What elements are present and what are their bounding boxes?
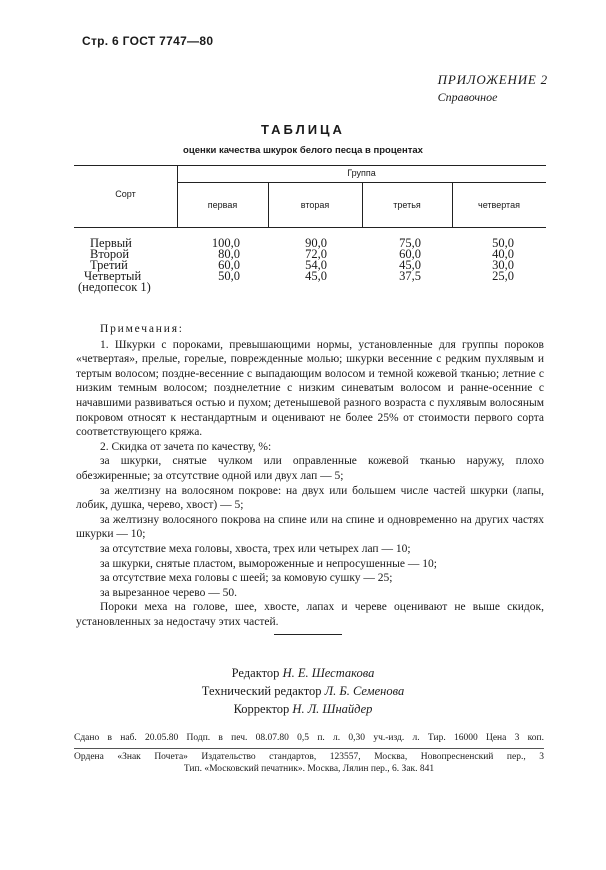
table-cell: 60,0 <box>218 258 240 272</box>
table-cell: 40,0 <box>492 247 514 261</box>
table-cell: 50,0 <box>218 269 240 283</box>
table-top-rule <box>74 165 546 166</box>
table-cell: 37,5 <box>399 269 421 283</box>
editor-name: Н. Е. Шестакова <box>282 666 375 680</box>
table-cell: 45,0 <box>399 258 421 272</box>
page-header: Стр. 6 ГОСТ 7747—80 <box>82 34 214 48</box>
tech-editor-line <box>0 682 606 700</box>
note-paragraph: 2. Скидка от зачета по качеству, %: <box>100 440 272 453</box>
note-paragraph: за вырезанное черево — 50. <box>100 586 237 599</box>
table-cell: 54,0 <box>305 258 327 272</box>
column-group-3 <box>384 238 421 282</box>
table-cell: 90,0 <box>305 236 327 250</box>
header-group-3: третья <box>393 200 421 210</box>
imprint-rule <box>74 748 544 749</box>
column-group-1 <box>198 238 240 282</box>
sort-column <box>78 238 178 293</box>
notes-heading: Примечания: <box>100 323 184 335</box>
table-cell: 72,0 <box>305 247 327 261</box>
header-group-4: четвертая <box>478 200 520 210</box>
table-cell: (недопесок 1) <box>78 280 151 294</box>
notes-section <box>76 322 544 629</box>
editor-label: Редактор <box>231 666 280 680</box>
note-paragraph: за желтизну на волосяном покрове: на двух или большем числе частей шкурки (лапы, лобик, душка, черево, хвост) — 5; <box>76 484 544 512</box>
table-cell: 100,0 <box>211 236 240 250</box>
table-cell: 30,0 <box>492 258 514 272</box>
table-cell: 50,0 <box>492 236 514 250</box>
table-cell: 75,0 <box>399 236 421 250</box>
editors-block <box>0 664 606 718</box>
column-group-4 <box>477 238 514 282</box>
note-paragraph: за шкурки, снятые чулком или оправленные кожевой тканью наружу, плохо обезжиренные; за отсутствие одной или двух лап — 5; <box>76 455 544 482</box>
imprint-line-1: Сдано в наб. 20.05.80 Подп. в печ. 08.07.80 0,5 п. л. 0,30 уч.-изд. л. Тир. 16000 Цена 3 коп. <box>74 733 544 743</box>
corrector-name: Н. Л. Шнайдер <box>292 702 373 716</box>
note-paragraph: Пороки меха на голове, шее, хвосте, лапах и череве оценивают не выше скидок, установленных за недостачу этих частей. <box>76 601 544 628</box>
header-group-2: вторая <box>300 200 330 210</box>
header-group-1: первая <box>207 200 238 210</box>
appendix-title: ПРИЛОЖЕНИЕ 2 <box>437 72 548 87</box>
table-cell: 80,0 <box>218 247 240 261</box>
imprint-publisher <box>74 752 544 775</box>
note-paragraph: за желтизну волосяного покрова на спине или на спине и одновременно на других частях шкурки — 10; <box>76 513 544 541</box>
column-group-2 <box>290 238 327 282</box>
note-paragraph: за отсутствие меха головы с шеей; за комовую сушку — 25; <box>100 572 393 585</box>
table-cell: 45,0 <box>305 269 327 283</box>
appendix-subtitle: Справочное <box>437 90 498 104</box>
table-cell: Третий <box>90 258 128 272</box>
table-cell: 25,0 <box>492 269 514 283</box>
header-sort: Сорт <box>115 189 136 199</box>
separator-rule <box>274 634 342 635</box>
note-paragraph: 1. Шкурки с пороками, превышающими нормы, установленные для группы пороков «четвертая», прелые, горелые, поврежденные молью; шкурки весенние с редким пухлявым и тертым волосом; поздне-весенние с выпадающим волосом и темной кожевой тканью; летние с низким темным волосом; позднелетние с низким синеватым волосом и ранне-осенние с начавшими развиваться остью и пухом; детенышевой разного возраста с пухлявым волосяным покровом относят к нестандартным и оценивают не более 25% от стоимости первого сорта соответствующего кряжа. <box>76 338 544 439</box>
corrector-line <box>0 700 606 718</box>
appendix-label <box>438 72 548 105</box>
table-cell: Второй <box>90 247 130 261</box>
table-cell: Первый <box>90 236 132 250</box>
tech-editor-name: Л. Б. Семенова <box>324 684 405 698</box>
corrector-label: Корректор <box>233 702 290 716</box>
table-title: ТАБЛИЦА <box>261 122 345 137</box>
imprint-line-3: Тип. «Московский печатник». Москва, Лялин пер., 6. Зак. 841 <box>183 763 435 774</box>
note-paragraph: за отсутствие меха головы, хвоста, трех или четырех лап — 10; <box>100 542 411 555</box>
editor-line <box>0 664 606 682</box>
table-cell: Четвертый <box>84 269 142 283</box>
table-subtitle: оценки качества шкурок белого песца в процентах <box>183 145 423 156</box>
header-group: Группа <box>347 168 376 178</box>
tech-editor-label: Технический редактор <box>201 684 322 698</box>
table-header-bottom-rule <box>74 227 546 228</box>
table-cell: 60,0 <box>399 247 421 261</box>
imprint-line-2: Ордена «Знак Почета» Издательство стандартов, 123557, Москва, Новопресненский пер., 3 <box>74 752 544 762</box>
note-paragraph: за шкурки, снятые пластом, вымороженные и непросушенные — 10; <box>100 557 437 570</box>
